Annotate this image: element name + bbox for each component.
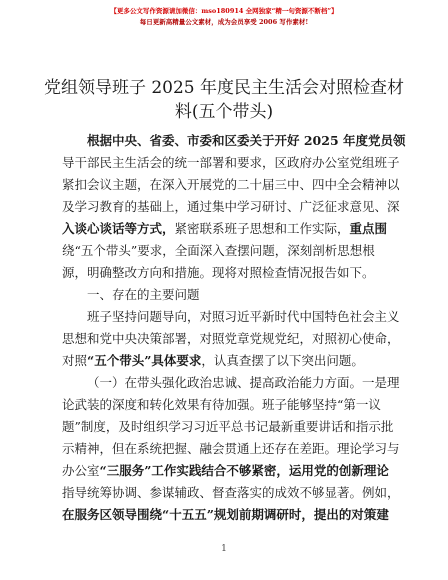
loyalty-line: 示精神，但在系统把握、融会贯通上还存在差距。理论学习与 bbox=[62, 441, 400, 456]
problems-bold-phrase: “五个带头”具体要求 bbox=[87, 353, 202, 368]
loyalty-line bbox=[62, 460, 388, 482]
loyalty-bold-phrase: 在服务区领导围绕 bbox=[62, 507, 163, 522]
loyalty-bold-phrase: “三服务”工作实践结合不够紧密，运用党的创新理论 bbox=[99, 463, 389, 478]
loyalty-phrase: 办公室 bbox=[62, 463, 100, 478]
loyalty-bold-phrase: “十五五”规划前期调研时，提出的对策建 bbox=[162, 507, 389, 522]
intro-line: 及学习教育的基础上，通过集中学习研讨、广泛征求意见、深 bbox=[62, 199, 400, 214]
intro-phrase: 紧密联系班子思想和工作实际， bbox=[174, 221, 350, 236]
promo-banner bbox=[0, 6, 448, 28]
intro-line: 紧扣会议主题，在深入开展党的二十届三中、四中全会精神以 bbox=[62, 177, 400, 192]
title-line-2: 料(五个带头) bbox=[174, 102, 274, 122]
loyalty-line: 论武装的深度和转化效果有待加强。班子能够坚持“第一议 bbox=[62, 397, 381, 412]
intro-bold-phrase: 重点围 bbox=[349, 221, 388, 236]
problems-line: 班子坚持问题导向，对照习近平新时代中国特色社会主义 bbox=[87, 309, 400, 324]
intro-line bbox=[62, 218, 388, 240]
promo-banner-line-1: 【更多公文写作资源请加微信：mso180914 全网独家“精一句资源不断档”】 bbox=[110, 7, 338, 15]
political-loyalty-paragraph bbox=[62, 372, 400, 526]
problems-line bbox=[62, 350, 388, 372]
loyalty-line: 题”制度，及时组织学习习近平总书记最新重要讲话和指示批 bbox=[62, 419, 394, 434]
intro-line: 源，明确整改方向和措施。现将对照检查情况报告如下。 bbox=[62, 265, 375, 280]
problems-phrase: ，认真查摆了以下突出问题。 bbox=[201, 353, 364, 368]
section-heading-text: 一、存在的主要问题 bbox=[87, 287, 200, 302]
document-title bbox=[40, 76, 408, 124]
title-line-1: 党组领导班子 2025 年度民主生活会对照检查材 bbox=[43, 78, 405, 98]
intro-line: 绕“五个带头”要求，全面深入查摆问题，深刻剖析思想根 bbox=[62, 243, 375, 258]
document-body bbox=[62, 130, 406, 526]
intro-line: 导干部民主生活会的统一部署和要求，区政府办公室党组班子 bbox=[62, 155, 400, 170]
loyalty-line: 指导统筹协调、参谋辅政、督查落实的成效不够显著。例如， bbox=[62, 485, 400, 500]
loyalty-line bbox=[62, 504, 388, 526]
promo-banner-line-2: 每日更新高精量公文素材，成为会员享受 2006 写作素材! bbox=[139, 18, 309, 26]
problems-intro-paragraph bbox=[62, 306, 400, 372]
problems-phrase: 对照 bbox=[62, 353, 88, 368]
section-heading bbox=[62, 284, 388, 306]
page-number: 1 bbox=[221, 544, 227, 554]
problems-line: 思想和党中央决策部署，对照党章党规党纪，对照初心使命， bbox=[62, 331, 400, 346]
intro-line: 根据中央、省委、市委和区委关于开好 2025 年度党员领 bbox=[87, 133, 406, 148]
loyalty-line: （一）在带头强化政治忠诚、提高政治能力方面。一是理 bbox=[87, 375, 400, 390]
intro-paragraph bbox=[62, 130, 406, 284]
intro-bold-phrase: 入谈心谈话等方式， bbox=[62, 221, 175, 236]
